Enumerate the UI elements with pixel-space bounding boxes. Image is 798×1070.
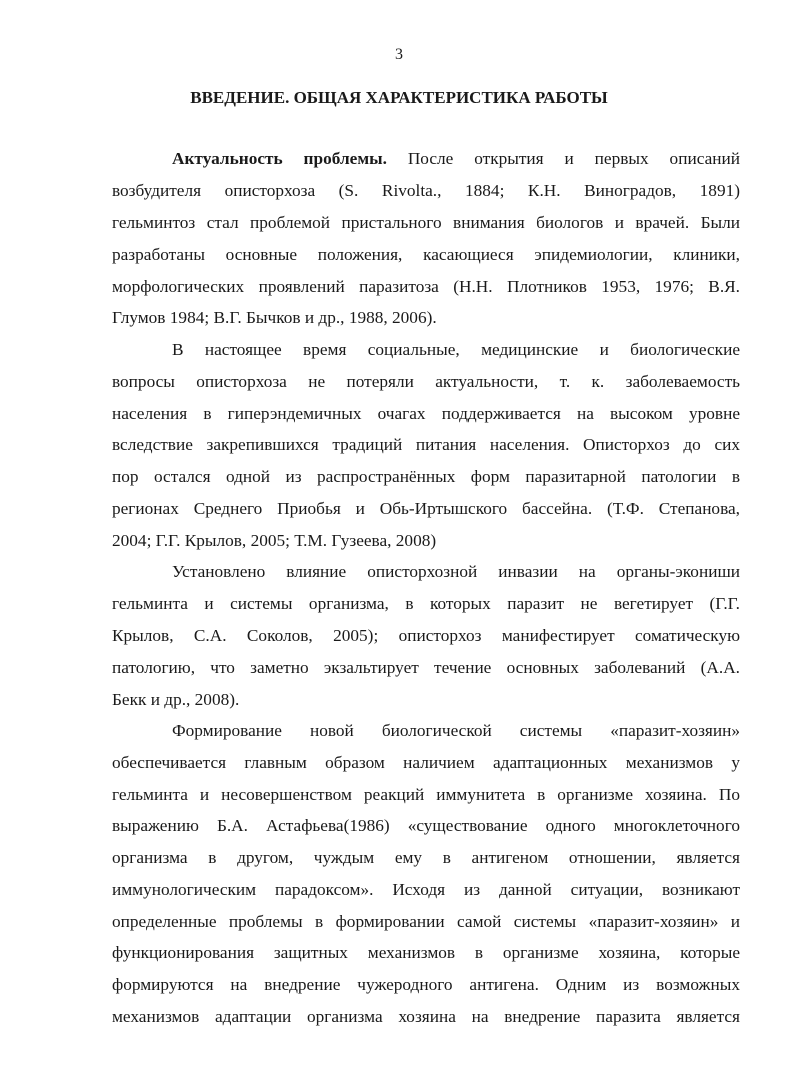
- paragraph-4-line-10: механизмов адаптации организма хозяина на внедрение паразита является: [112, 1007, 740, 1026]
- paragraph-4-line-9: формируются на внедрение чужеродного антигена. Одним из возможных: [112, 975, 740, 994]
- paragraph-3-line-3: Крылов, С.А. Соколов, 2005); описторхоз манифестирует соматическую: [112, 626, 740, 645]
- paragraph-1-line-6: Глумов 1984; В.Г. Бычков и др., 1988, 2006).: [112, 308, 437, 327]
- paragraph-1-line-2: возбудителя описторхоза (S. Rivolta., 1884; К.Н. Виноградов, 1891): [112, 181, 740, 200]
- paragraph-2-line-6: регионах Среднего Приобья и Обь-Иртышского бассейна. (Т.Ф. Степанова,: [112, 499, 740, 518]
- paragraph-4-line-1: Формирование новой биологической системы «паразит-хозяин»: [172, 721, 740, 740]
- paragraph-3-line-4: патологию, что заметно экзальтирует течение основных заболеваний (А.А.: [112, 658, 740, 677]
- paragraph-1-line-1: Актуальность проблемы. После открытия и первых описаний: [172, 149, 740, 168]
- paragraph-2-line-4: вследствие закрепившихся традиций питания населения. Описторхоз до сих: [112, 435, 740, 454]
- paragraph-2-line-1: В настоящее время социальные, медицинские и биологические: [172, 340, 740, 359]
- paragraph-1-line-4: разработаны основные положения, касающиеся эпидемиологии, клиники,: [112, 245, 740, 264]
- paragraph-2-line-2: вопросы описторхоза не потеряли актуальности, т. к. заболеваемость: [112, 372, 740, 391]
- paragraph-4-line-8: функционирования защитных механизмов в организме хозяина, которые: [112, 943, 740, 962]
- section-title: ВВЕДЕНИЕ. ОБЩАЯ ХАРАКТЕРИСТИКА РАБОТЫ: [190, 88, 608, 107]
- paragraph-4-line-7: определенные проблемы в формировании самой системы «паразит-хозяин» и: [112, 912, 740, 931]
- paragraph-4-line-6: иммунологическим парадоксом». Исходя из данной ситуации, возникают: [112, 880, 740, 899]
- paragraph-3-line-1: Установлено влияние описторхозной инвазии на органы-экониши: [172, 562, 740, 581]
- lead-heading: Актуальность проблемы.: [172, 149, 387, 168]
- paragraph-2-line-5: пор остался одной из распространённых форм паразитарной патологии в: [112, 467, 740, 486]
- paragraph-4-line-4: выражению Б.А. Астафьева(1986) «существование одного многоклеточного: [112, 816, 740, 835]
- paragraph-3-line-2: гельминта и системы организма, в которых паразит не вегетирует (Г.Г.: [112, 594, 740, 613]
- paragraph-3-line-5: Бекк и др., 2008).: [112, 690, 240, 709]
- paragraph-1-line-3: гельминтоз стал проблемой пристального внимания биологов и врачей. Были: [112, 213, 740, 232]
- paragraph-2-line-3: населения в гиперэндемичных очагах поддерживается на высоком уровне: [112, 404, 740, 423]
- paragraph-4-line-3: гельминта и несовершенством реакций иммунитета в организме хозяина. По: [112, 785, 740, 804]
- paragraph-4-line-5: организма в другом, чуждым ему в антигеном отношении, является: [112, 848, 740, 867]
- paragraph-1-line-5: морфологических проявлений паразитоза (Н.Н. Плотников 1953, 1976; В.Я.: [112, 277, 740, 296]
- page-number: 3: [395, 46, 403, 63]
- paragraph-2-line-7: 2004; Г.Г. Крылов, 2005; Т.М. Гузеева, 2008): [112, 531, 437, 550]
- paragraph-4-line-2: обеспечивается главным образом наличием адаптационных механизмов у: [112, 753, 740, 772]
